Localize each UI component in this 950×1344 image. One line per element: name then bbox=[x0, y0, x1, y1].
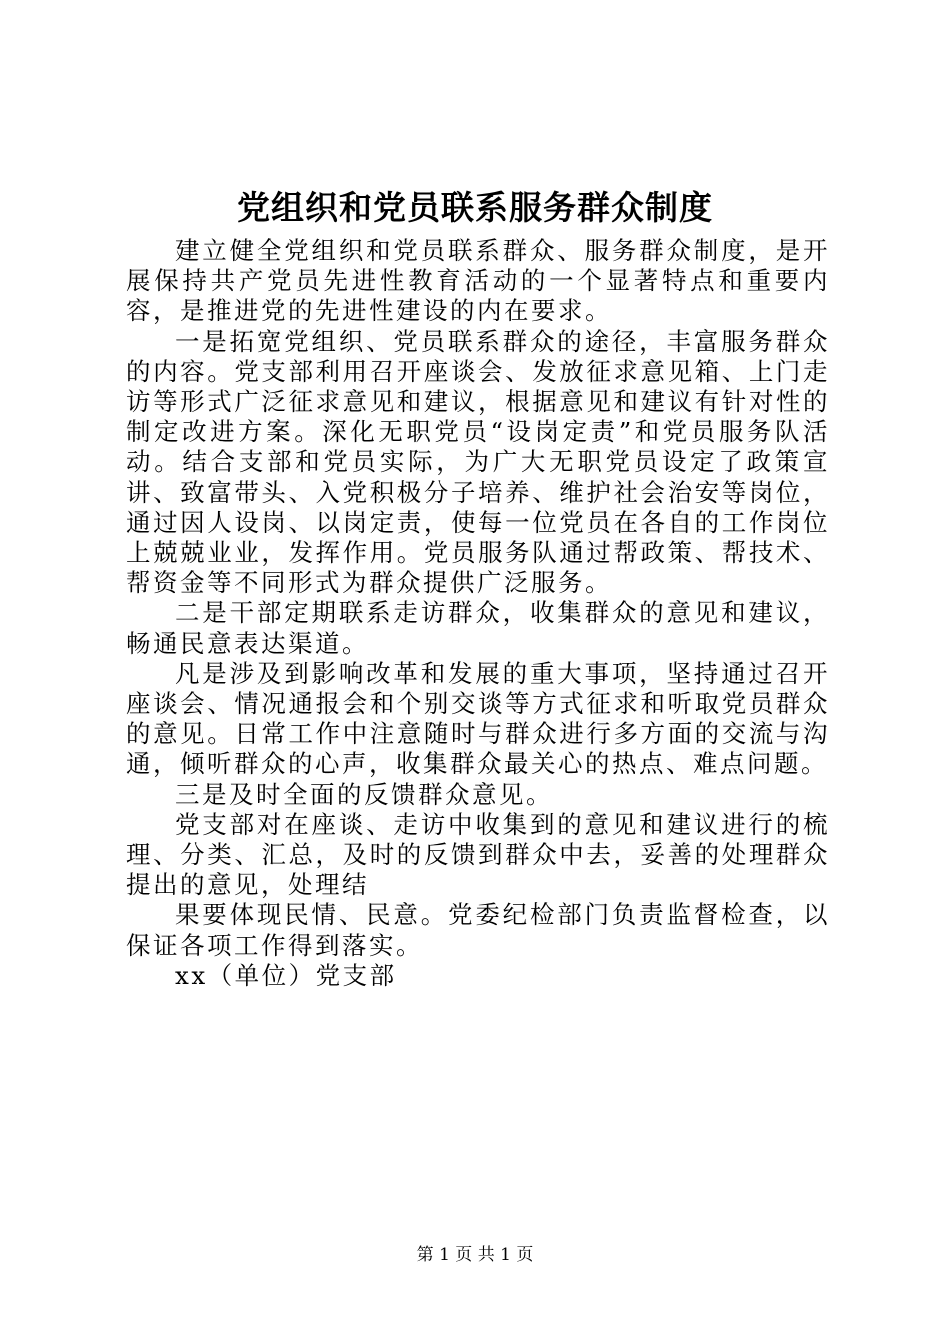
document-title: 党组织和党员联系服务群众制度 bbox=[237, 188, 713, 227]
paragraph-point-three: 三是及时全面的反馈群众意见。 bbox=[175, 779, 553, 809]
paragraph-point-one: 一是拓宽党组织、党员联系群众的途径，丰富服务群众的内容。党支部利用召开座谈会、发放征求意见箱、上门走访等形式广泛征求意见和建议，根据意见和建议有针对性的制定改进方案。深化无职党员“设岗定责”和党员服务队活动。结合支部和党员实际，为广大无职党员设定了政策宣讲、致富带头、入党积极分子培养、维护社会治安等岗位，通过因人设岗、以岗定责，使每一位党员在各自的工作岗位上兢兢业业，发挥作用。党员服务队通过帮政策、帮技术、帮资金等不同形式为群众提供广泛服务。 bbox=[126, 326, 830, 598]
paragraph-point-two: 二是干部定期联系走访群众，收集群众的意见和建议，畅通民意表达渠道。 bbox=[126, 598, 830, 658]
paragraph-signature: xx（单位）党支部 bbox=[175, 960, 397, 990]
paragraph-point-three-continued: 果要体现民情、民意。党委纪检部门负责监督检查，以保证各项工作得到落实。 bbox=[126, 900, 830, 960]
paragraph-point-two-detail: 凡是涉及到影响改革和发展的重大事项，坚持通过召开座谈会、情况通报会和个别交谈等方式征求和听取党员群众的意见。日常工作中注意随时与群众进行多方面的交流与沟通，倾听群众的心声，收集群众最关心的热点、难点问题。 bbox=[126, 658, 830, 779]
document-body bbox=[126, 236, 830, 991]
paragraph-point-three-detail: 党支部对在座谈、走访中收集到的意见和建议进行的梳理、分类、汇总，及时的反馈到群众中去，妥善的处理群众提出的意见，处理结 bbox=[126, 809, 830, 900]
paragraph-intro: 建立健全党组织和党员联系群众、服务群众制度，是开展保持共产党员先进性教育活动的一个显著特点和重要内容，是推进党的先进性建设的内在要求。 bbox=[126, 236, 830, 326]
page-footer: 第 1 页 共 1 页 bbox=[416, 1245, 534, 1265]
